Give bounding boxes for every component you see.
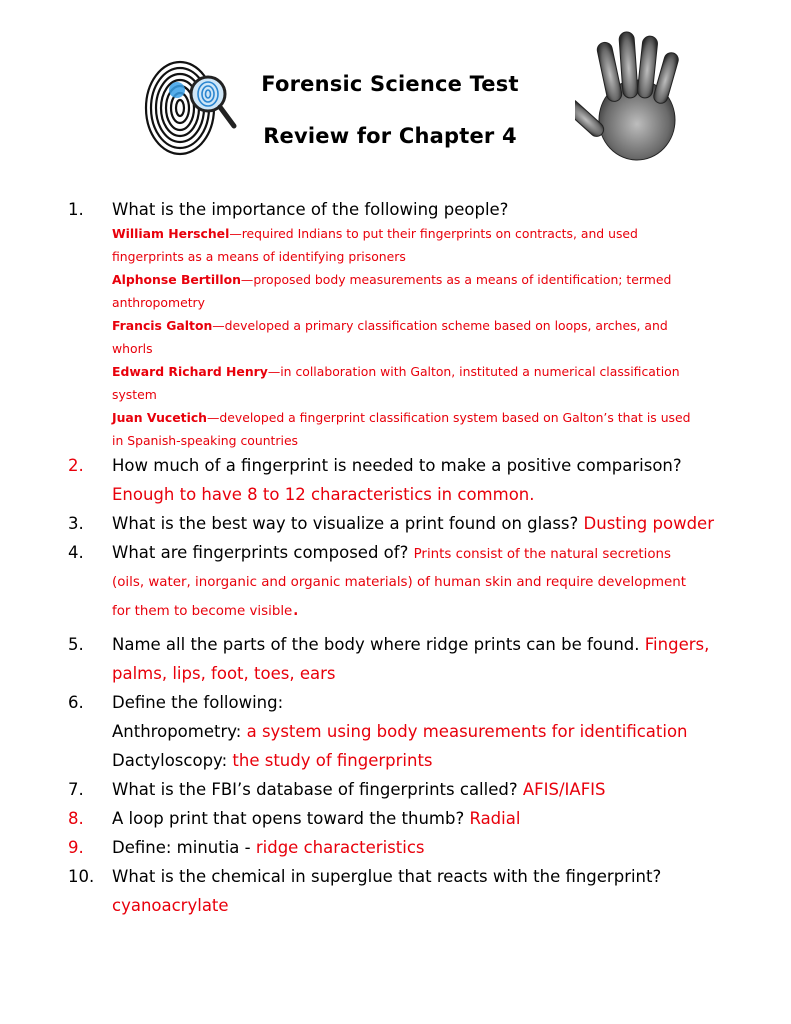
question-text: How much of a fingerprint is needed to make a positive comparison? [112, 456, 682, 475]
person-entry [112, 406, 752, 452]
question-text: What is the best way to visualize a print found on glass? [112, 514, 579, 533]
person-desc: in Spanish-speaking countries [112, 433, 299, 448]
person-name: Juan Vucetich [112, 410, 207, 425]
question-text: What is the chemical in superglue that reacts with the fingerprint? [112, 867, 662, 886]
person-desc: anthropometry [112, 295, 205, 310]
answer-period: . [292, 596, 300, 621]
question-text: What are fingerprints composed of? [112, 543, 409, 562]
answer-text: ridge characteristics [255, 838, 425, 857]
person-name: Edward Richard Henry [112, 364, 268, 379]
person-desc: —in collaboration with Galton, instituted a numerical classification [267, 364, 680, 379]
term-label: Dactyloscopy: [112, 751, 228, 770]
question-number: 1. [68, 200, 84, 219]
answer-text: Prints consist of the natural secretions [413, 547, 672, 562]
question-text: Define: minutia - [112, 838, 251, 857]
answer-text: palms, lips, foot, toes, ears [112, 664, 336, 683]
person-desc: —developed a fingerprint classification system based on Galton’s that is used [206, 410, 691, 425]
person-desc: fingerprints as a means of identifying prisoners [112, 249, 406, 264]
handprint-icon [575, 28, 700, 166]
answer-text: Dusting powder [583, 514, 714, 533]
person-name: Alphonse Bertillon [112, 272, 241, 287]
question-number: 5. [68, 635, 84, 654]
answer-text: a system using body measurements for identification [246, 722, 688, 741]
question-text: What is the FBI’s database of fingerprints called? [112, 780, 518, 799]
question-number: 3. [68, 514, 84, 533]
question-text: What is the importance of the following people? [112, 200, 509, 219]
question-number: 10. [68, 867, 95, 886]
fingerprint-magnifier-icon [140, 50, 240, 162]
answer-text: Fingers, [644, 635, 710, 654]
person-desc: —developed a primary classification scheme based on loops, arches, and [212, 318, 668, 333]
answer-text: cyanoacrylate [112, 896, 229, 915]
person-entry [112, 314, 752, 360]
person-entry [112, 268, 752, 314]
question-number: 4. [68, 543, 84, 562]
person-desc: whorls [112, 341, 153, 356]
person-name: William Herschel [112, 226, 230, 241]
answer-text [112, 596, 752, 628]
person-name: Francis Galton [112, 318, 213, 333]
question-number: 7. [68, 780, 84, 799]
answer-text: the study of fingerprints [232, 751, 433, 770]
question-text: Name all the parts of the body where ridge prints can be found. [112, 635, 640, 654]
term-label: Anthropometry: [112, 722, 242, 741]
page-title: Forensic Science Test [261, 72, 519, 96]
answer-text: AFIS/IAFIS [522, 780, 606, 799]
question-number: 9. [68, 838, 84, 857]
answer-text: (oils, water, inorganic and organic materials) of human skin and require development [112, 575, 686, 590]
question-number: 2. [68, 456, 84, 475]
question-number: 6. [68, 693, 84, 712]
person-entry [112, 222, 752, 268]
person-desc: —required Indians to put their fingerprints on contracts, and used [229, 226, 638, 241]
person-entry [112, 360, 752, 406]
person-desc: —proposed body measurements as a means of identification; termed [240, 272, 672, 287]
answer-text: Enough to have 8 to 12 characteristics in common. [112, 485, 535, 504]
question-text: A loop print that opens toward the thumb? [112, 809, 465, 828]
page-subtitle: Review for Chapter 4 [263, 124, 517, 148]
person-desc: system [112, 387, 157, 402]
question-number: 8. [68, 809, 84, 828]
question-text: Define the following: [112, 693, 284, 712]
answer-text: Radial [469, 809, 521, 828]
answer-text-end: for them to become visible [112, 604, 293, 619]
